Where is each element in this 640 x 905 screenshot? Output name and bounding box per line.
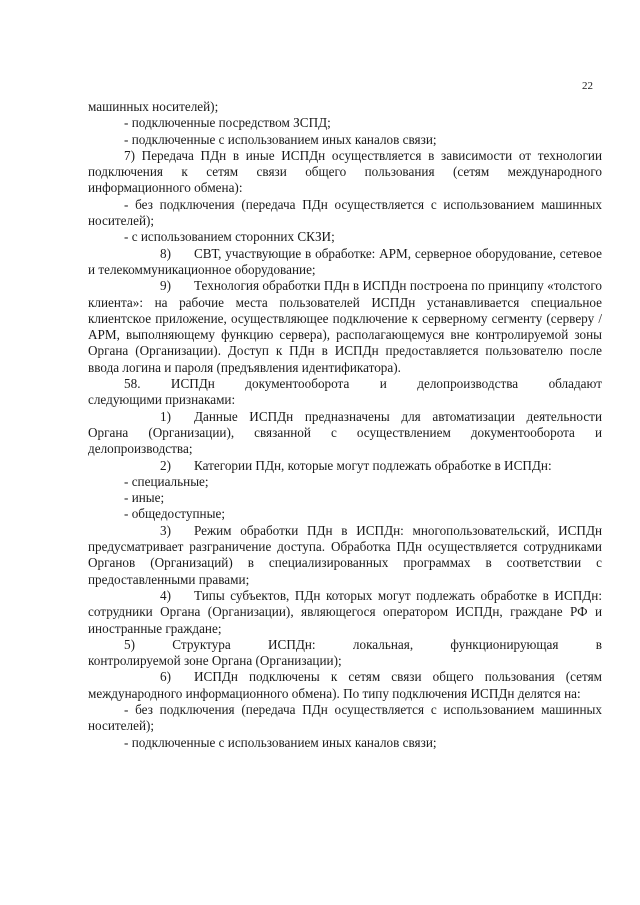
list-item: - иные;: [124, 490, 165, 506]
item-number: 3): [160, 522, 171, 538]
item-number: 8): [160, 245, 171, 261]
item-text: Режим обработки ПДн в ИСПДн: многопользовательский, ИСПДн предусматривает разграничение доступа. Обработка ПДн осуществляется сотрудниками Органов (Организаций) в специализированных программах в соответствии с предоставленными правами;: [88, 522, 602, 587]
item-text: Категории ПДн, которые могут подлежать обработке в ИСПДн:: [194, 457, 552, 473]
item-number: 9): [160, 278, 171, 294]
document-body: [88, 99, 602, 751]
item-text: ИСПДн подключены к сетям связи общего пользования (сетям международного информационного обмена). По типу подключения ИСПДн делятся на:: [88, 669, 602, 701]
numbered-item: [88, 278, 602, 376]
word: локальная,: [352, 636, 414, 652]
paragraph: 7) Передача ПДн в иные ИСПДн осуществляется в зависимости от технологии подключения к сетям связи общего пользования (сетям международного информационного обмена):: [88, 147, 602, 196]
word: Структура: [172, 636, 231, 652]
item-line: [88, 637, 602, 653]
numbered-item: [88, 637, 602, 670]
word: обладают: [548, 376, 602, 392]
numbered-item: [88, 246, 602, 279]
paragraph: машинных носителей);: [88, 99, 219, 114]
numbered-item: [88, 669, 602, 702]
list-item: - подключенные с использованием иных каналов связи;: [124, 734, 437, 750]
numbered-item: [88, 523, 602, 588]
numbered-item: [88, 409, 602, 458]
item-text: Технология обработки ПДн в ИСПДн построена по принципу «толстого клиента»: на рабочие места пользователей ИСПДн устанавливается специальное клиентское приложение, осуществляющее подключение к серверному сегменту (серверу / АРМ, выполняющему функцию сервера), располагающемуся вне контролируемой зоны Органа (Организации). Доступ к ПДн в ИСПДн предоставляется пользователю после ввода логина и пароля (предъявления идентификатора).: [88, 278, 602, 375]
section-58-heading: [88, 376, 602, 409]
numbered-item: [88, 588, 602, 637]
list-item: - подключенные посредством ЗСПД;: [124, 115, 331, 131]
list-item: - без подключения (передача ПДн осуществляется с использованием машинных носителей);: [88, 196, 602, 229]
list-item: - с использованием сторонних СКЗИ;: [124, 229, 335, 245]
item-text: СВТ, участвующие в обработке: АРМ, серверное оборудование, сетевое и телекоммуникационное оборудование;: [88, 245, 602, 277]
item-text: Типы субъектов, ПДн которых могут подлежать обработке в ИСПДн: сотрудники Органа (Организации), являющегося оператором ИСПДн, граждане РФ и иностранные граждане;: [88, 587, 602, 636]
list-item: - подключенные с использованием иных каналов связи;: [124, 131, 437, 147]
word: и: [379, 376, 387, 392]
word: делопроизводства: [417, 376, 519, 392]
list-item: - специальные;: [124, 473, 209, 489]
item-number: 6): [160, 669, 171, 685]
numbered-item: [88, 458, 602, 474]
item-number: 2): [160, 457, 171, 473]
page-number: 22: [582, 80, 593, 92]
list-item: - общедоступные;: [124, 506, 225, 522]
word: ИСПДн:: [268, 636, 316, 652]
item-number: 1): [160, 408, 171, 424]
item-text: Данные ИСПДн предназначены для автоматизации деятельности Органа (Организации), связанной с осуществлением документооборота и делопроизводства;: [88, 408, 602, 457]
heading-line: [88, 376, 602, 392]
item-number: 4): [160, 587, 171, 603]
list-item: - без подключения (передача ПДн осуществляется с использованием машинных носителей);: [88, 701, 602, 734]
section-number: 58.: [124, 376, 141, 392]
word: документооборота: [245, 376, 350, 392]
word: ИСПДн: [170, 376, 215, 392]
item-number: 5): [124, 636, 135, 652]
heading-line: следующими признаками:: [88, 392, 236, 408]
item-line: контролируемой зоне Органа (Организации);: [88, 653, 342, 669]
word: функционирующая: [450, 636, 559, 652]
word: в: [595, 636, 602, 652]
